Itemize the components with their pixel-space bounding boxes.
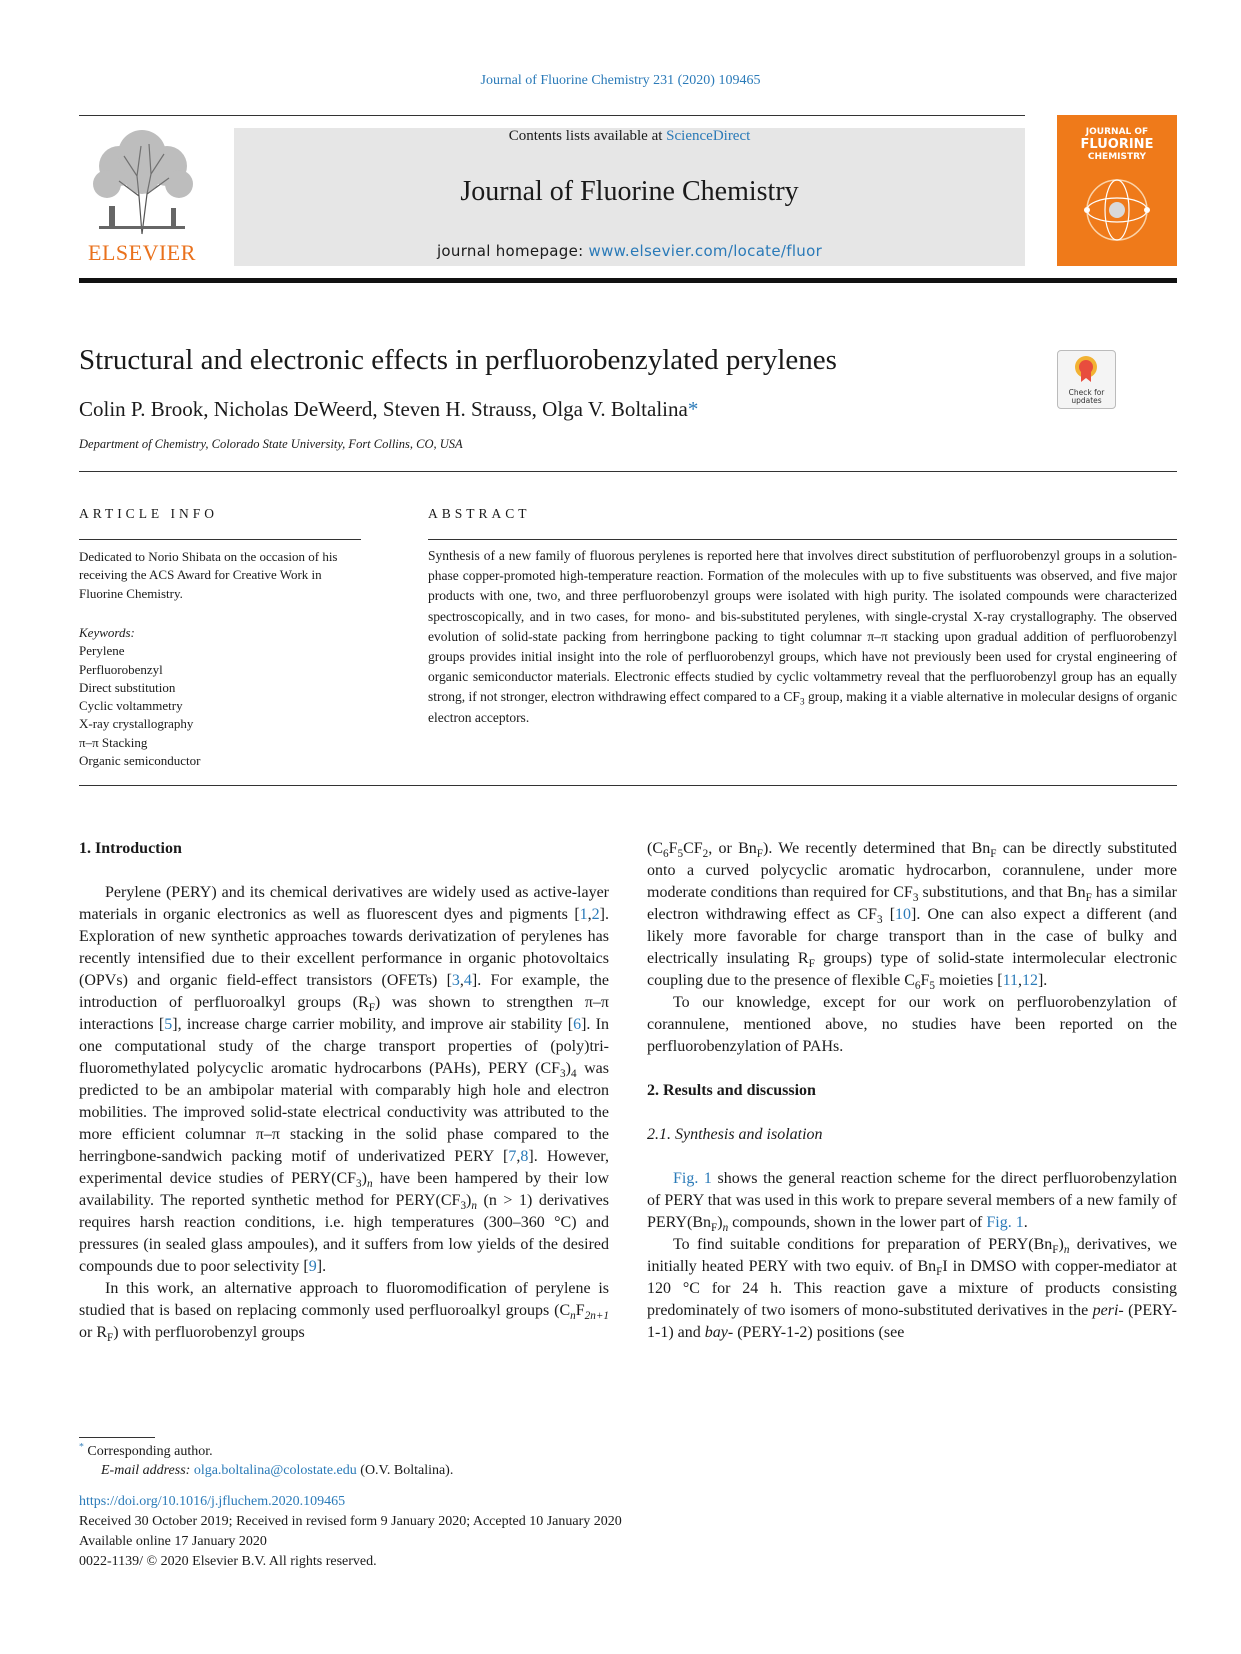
sciencedirect-link[interactable]: ScienceDirect [666,128,751,144]
paragraph: Perylene (PERY) and its chemical derivatives are widely used as active-layer materials in organic electronics as well as fluorescent dyes and pigments [1,2]. Exploration of new synthetic approaches towards derivatization of perylenes has recently intensified due to their excellent performance in organic photovoltaics (OPVs) and organic field-effect transistors (OFETs) [3,4]. For example, the introduction of perfluoroalkyl groups $(R_F)$ was shown to strengthen π–π interactions [5], increase charge carrier mobility, and improve air stability [6]. In one computational study of the charge transport properties of (poly)trifluoromethylated polycyclic aromatic hydrocarbons (PAHs), PERY $(CF_3)_4$ was predicted to be an ambipolar material with comparably high hole and electron mobilities. The improved solid-state electrical conductivity was attributed to the more efficient columnar π–π stacking in the solid phase compared to the herringbone-sandwich packing motif of underivatized PERY [7,8]. However, experimental device studies of $PERY(CF_3)_n$ have been hampered by their low availability. The reported synthetic method for $PERY(CF_3)_n$ (n > 1) derivatives requires harsh reaction conditions, i.e. high temperatures (300–360 °C) and pressures (in sealed glass ampoules), and it suffers from low yields of the desired compounds due to poor selectivity [9]. [79,884,610,1275]
keyword-item: π–π Stacking [79,734,148,750]
paragraph: To find suitable conditions for preparation of $PERY(Bn_F)_n$ derivatives, we initially heated PERY with two equiv. of $Bn_FI$ in DMSO with copper-mediator at 120 °C for 24 h. This reaction gave a mixture of products consisting predominately of two isomers of mono-substituted derivatives in the peri- (PERY-1-1) and bay- (PERY-1-2) positions (see [647,1236,1178,1341]
journal-homepage [234,242,1025,260]
authors-text: Colin P. Brook, Nicholas DeWeerd, Steven H. Strauss, Olga V. Boltalina [79,397,688,421]
citation-link[interactable]: 5 [164,1016,173,1033]
body-right-column [647,838,1177,1344]
abstract-text: Synthesis of a new family of fluorous perylenes is reported here that involves direct substitution of perfluorobenzyl groups in a solution-phase copper-promoted high-temperature reaction. Formation of the molecules with up to five substituents was observed, and five major products with one, two, and three perfluorobenzyl groups were isolated with high purity. The isolated compounds were characterized spectroscopically, and in two cases, for mono- and bis-substituted perylenes, with single-crystal X-ray crystallography. The observed evolution of solid-state packing from herringbone packing to tight columnar π–π stacking upon gradual addition of perfluorobenzyl groups provides initial insight into the role of perfluorobenzyl groups, which have not previously been used for crystal engineering of organic semiconductor materials. Electronic effects studied by cyclic voltammetry reveal that the perfluorobenzyl group has an equally strong, if not stronger, electron withdrawing effect compared to a $CF_3$ group, making it a viable alternative in molecular designs of organic electron acceptors. [428,548,1178,725]
check-for-updates-button[interactable] [1057,350,1116,409]
divider [79,539,361,540]
keywords-list [79,624,361,770]
homepage-link[interactable]: www.elsevier.com/locate/fluor [588,242,823,260]
doi-link[interactable]: https://doi.org/10.1016/j.jfluchem.2020.109465 [79,1494,346,1509]
journal-title: Journal of Fluorine Chemistry [460,176,799,207]
citation-link[interactable]: 9 [308,1258,317,1275]
section-heading-results: 2. Results and discussion [647,1082,816,1099]
journal-cover-image[interactable] [1057,115,1177,266]
affiliation: Department of Chemistry, Colorado State University, Fort Collins, CO, USA [79,437,463,451]
citation-link[interactable]: 6 [573,1016,582,1033]
check-updates-label: Check for updates [1068,388,1105,405]
corresponding-author-mark[interactable]: * [687,397,699,421]
corresponding-author-note: * Corresponding author. [79,1441,213,1459]
journal-masthead [234,128,1025,266]
header-thick-divider [79,278,1177,283]
contents-prefix: Contents lists available at [508,128,663,144]
article-title: Structural and electronic effects in perfluorobenzylated perylenes [79,344,837,376]
copyright: 0022-1139/ © 2020 Elsevier B.V. All rights reserved. [79,1554,377,1569]
divider [428,539,1177,540]
dedication-note: Dedicated to Norio Shibata on the occasion of his receiving the ACS Award for Creative Work in Fluorine Chemistry. [79,549,338,601]
header-divider [79,115,1025,116]
keyword-item: Perylene [79,643,125,659]
publisher-name: ELSEVIER [88,240,196,265]
subsection-heading-synthesis: 2.1. Synthesis and isolation [647,1126,823,1143]
citation-link[interactable]: 12 [1021,972,1038,989]
figure-link[interactable]: Fig. 1 [986,1214,1024,1231]
paragraph: In this work, an alternative approach to fluoromodification of perylene is studied that is based on replacing commonly used perfluoroalkyl groups ($C_nF_{2n+1}$ or $R_F$) with perfluorobenzyl groups [79,1280,609,1345]
author-list [79,397,698,422]
divider [79,471,1177,472]
divider [79,785,1177,786]
abstract-heading: ABSTRACT [428,506,531,521]
keyword-item: Organic semiconductor [79,753,201,769]
citation-link[interactable]: 3 [451,972,460,989]
contents-availability [234,128,1025,145]
keyword-item: Perfluorobenzyl [79,661,163,677]
keywords-label: Keywords: [79,625,135,640]
footnote-divider [79,1437,155,1438]
footnotes [79,1442,979,1480]
keyword-item: X-ray crystallography [79,716,194,732]
citation-link[interactable]: 1 [579,906,588,923]
cover-title: JOURNAL OF FLUORINE CHEMISTRY [1080,127,1154,162]
available-online: Available online 17 January 2020 [79,1534,267,1549]
elsevier-logo[interactable] [79,126,205,266]
paragraph: Fig. 1 shows the general reaction scheme for the direct perfluorobenzylation of PERY that was used in this work to prepare several members of a new family of $PERY(Bn_F)_n$ compounds, shown in the lower part of Fig. 1. [647,1170,1177,1235]
atom-icon [1082,175,1152,245]
homepage-prefix: journal homepage: [436,242,584,260]
citation-link[interactable]: 4 [463,972,472,989]
figure-link[interactable]: Fig. 1 [673,1170,712,1187]
body-left-column [79,838,609,1344]
received-dates: Received 30 October 2019; Received in revised form 9 January 2020; Accepted 10 January 2020 [79,1514,622,1529]
email-note: E-mail address: olga.boltalina@colostate.edu (O.V. Boltalina). [101,1463,454,1478]
journal-reference-link[interactable]: Journal of Fluorine Chemistry 231 (2020) 109465 [480,73,761,88]
keyword-item: Cyclic voltammetry [79,698,183,714]
article-info-heading: ARTICLE INFO [79,506,219,521]
citation-link[interactable]: 11 [1002,972,1018,989]
keyword-item: Direct substitution [79,679,176,695]
elsevier-tree-icon [79,126,205,238]
paragraph: ($C_6F_5CF_2$, or $Bn_F$). We recently determined that $Bn_F$ can be directly substituted onto a curved polycyclic aromatic hydrocarbon, corannulene, under more moderate conditions than required for $CF_3$ substitutions, and that $Bn_F$ has a similar electron withdrawing effect as $CF_3$ [10]. One can also expect a different (and likely more favorable for charge transport than in the case of bulky and electrically insulating $R_F$ groups) type of solid-state intermolecular electronic coupling due to the presence of flexible $C_6F_5$ moieties [11,12]. [647,840,1178,993]
citation-link[interactable]: 7 [508,1148,517,1165]
email-link[interactable]: olga.boltalina@colostate.edu [193,1463,357,1478]
citation-link[interactable]: 10 [895,906,912,923]
bookmark-ribbon-icon [1073,355,1099,383]
paragraph: To our knowledge, except for our work on perfluorobenzylation of corannulene, mentioned above, no studies have been reported on the perfluorobenzylation of PAHs. [647,994,1177,1055]
section-heading-introduction: 1. Introduction [79,840,182,857]
citation-link[interactable]: 2 [591,906,600,923]
citation-link[interactable]: 8 [520,1148,529,1165]
publication-details [79,1492,979,1572]
